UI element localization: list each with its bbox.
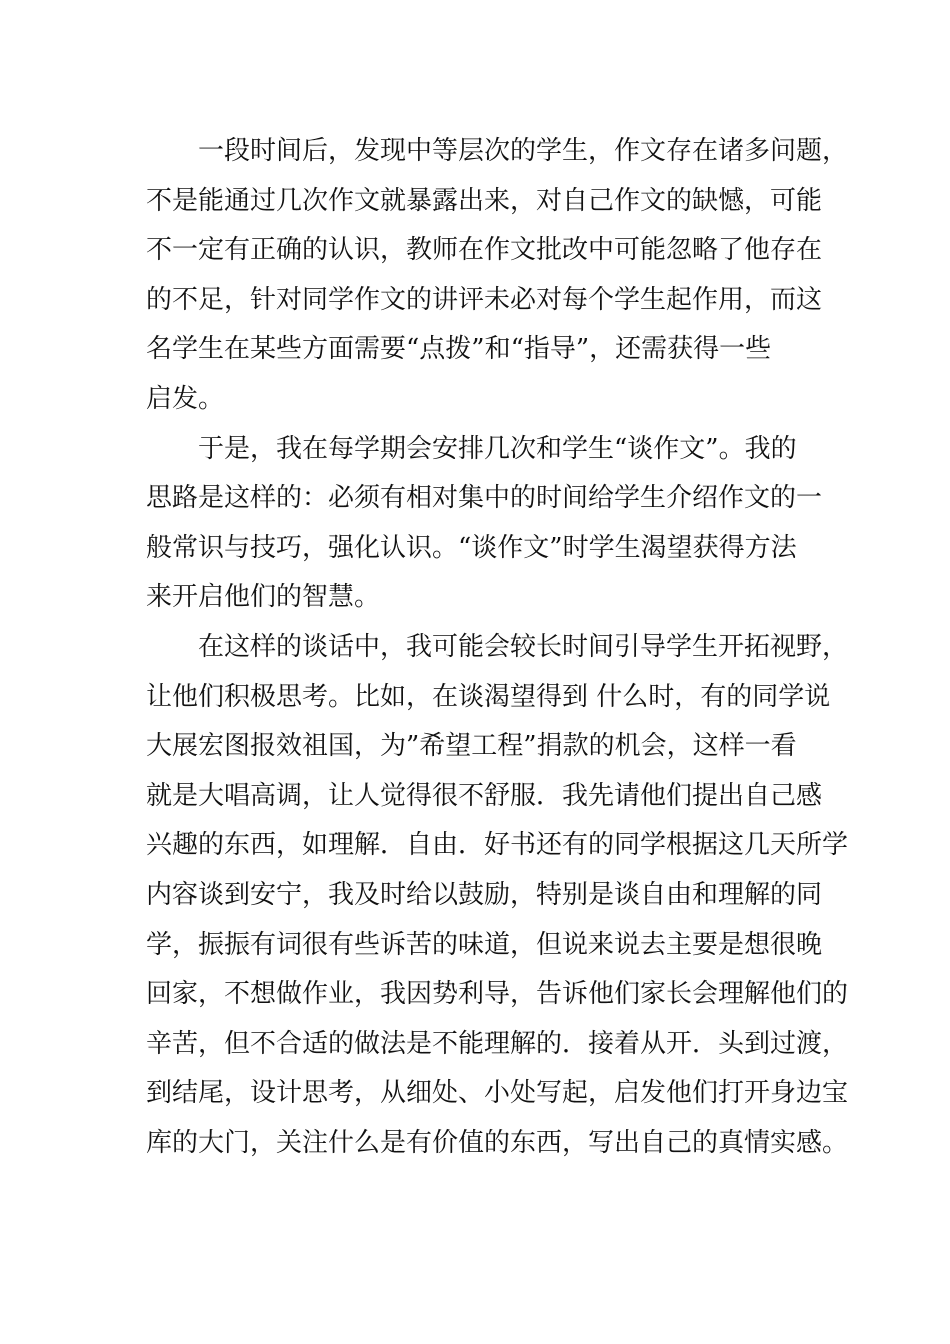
paragraph-line: 让他们积极思考。比如，在谈渴望得到 什么时，有的同学说 <box>146 681 831 712</box>
paragraph-line: 内容谈到安宁，我及时给以鼓励，特别是谈自由和理解的同 <box>146 879 823 910</box>
paragraph-line: 的不足，针对同学作文的讲评未必对每个学生起作用，而这 <box>146 284 823 315</box>
paragraph-line: 学，振振有词很有些诉苦的味道，但说来说去主要是想很晚 <box>146 929 823 960</box>
paragraph-line: 库的大门，关注什么是有价值的东西，写出自己的真情实感。 <box>146 1127 849 1158</box>
paragraph-line: 启发。 <box>146 383 225 414</box>
paragraph-line: 大展宏图报效祖国，为”希望工程”捐款的机会，这样一看 <box>146 731 797 762</box>
paragraph-line: 名学生在某些方面需要“点拨”和“指导”，还需获得一些 <box>146 334 772 365</box>
paragraph-1 <box>146 127 849 425</box>
paragraph-line: 兴趣的东西，如理解．自由．好书还有的同学根据这几天所学 <box>146 830 849 861</box>
paragraph-3 <box>146 623 849 1169</box>
paragraph-line: 思路是这样的：必须有相对集中的时间给学生介绍作文的一 <box>146 483 823 514</box>
paragraph-line: 回家，不想做作业，我因势利导，告诉他们家长会理解他们的 <box>146 979 849 1010</box>
paragraph-line: 在这样的谈话中，我可能会较长时间引导学生开拓视野， <box>198 631 849 662</box>
paragraph-line: 不一定有正确的认识，教师在作文批改中可能忽略了他存在 <box>146 235 823 266</box>
paragraph-line: 于是，我在每学期会安排几次和学生“谈作文”。我的 <box>198 433 797 464</box>
paragraph-line: 般常识与技巧，强化认识。“谈作文”时学生渴望获得方法 <box>146 532 797 563</box>
paragraph-line: 辛苦，但不合适的做法是不能理解的．接着从开．头到过渡， <box>146 1028 849 1059</box>
document-body <box>146 127 849 1168</box>
paragraph-line: 到结尾，设计思考，从细处、小处写起，启发他们打开身边宝 <box>146 1078 849 1109</box>
paragraph-2 <box>146 425 823 623</box>
paragraph-line: 就是大唱高调，让人觉得很不舒服．我先请他们提出自己感 <box>146 780 823 811</box>
paragraph-line: 来开启他们的智慧。 <box>146 582 381 613</box>
paragraph-line: 一段时间后，发现中等层次的学生，作文存在诸多问题， <box>198 136 849 166</box>
paragraph-line: 不是能通过几次作文就暴露出来，对自己作文的缺憾，可能 <box>146 185 823 216</box>
